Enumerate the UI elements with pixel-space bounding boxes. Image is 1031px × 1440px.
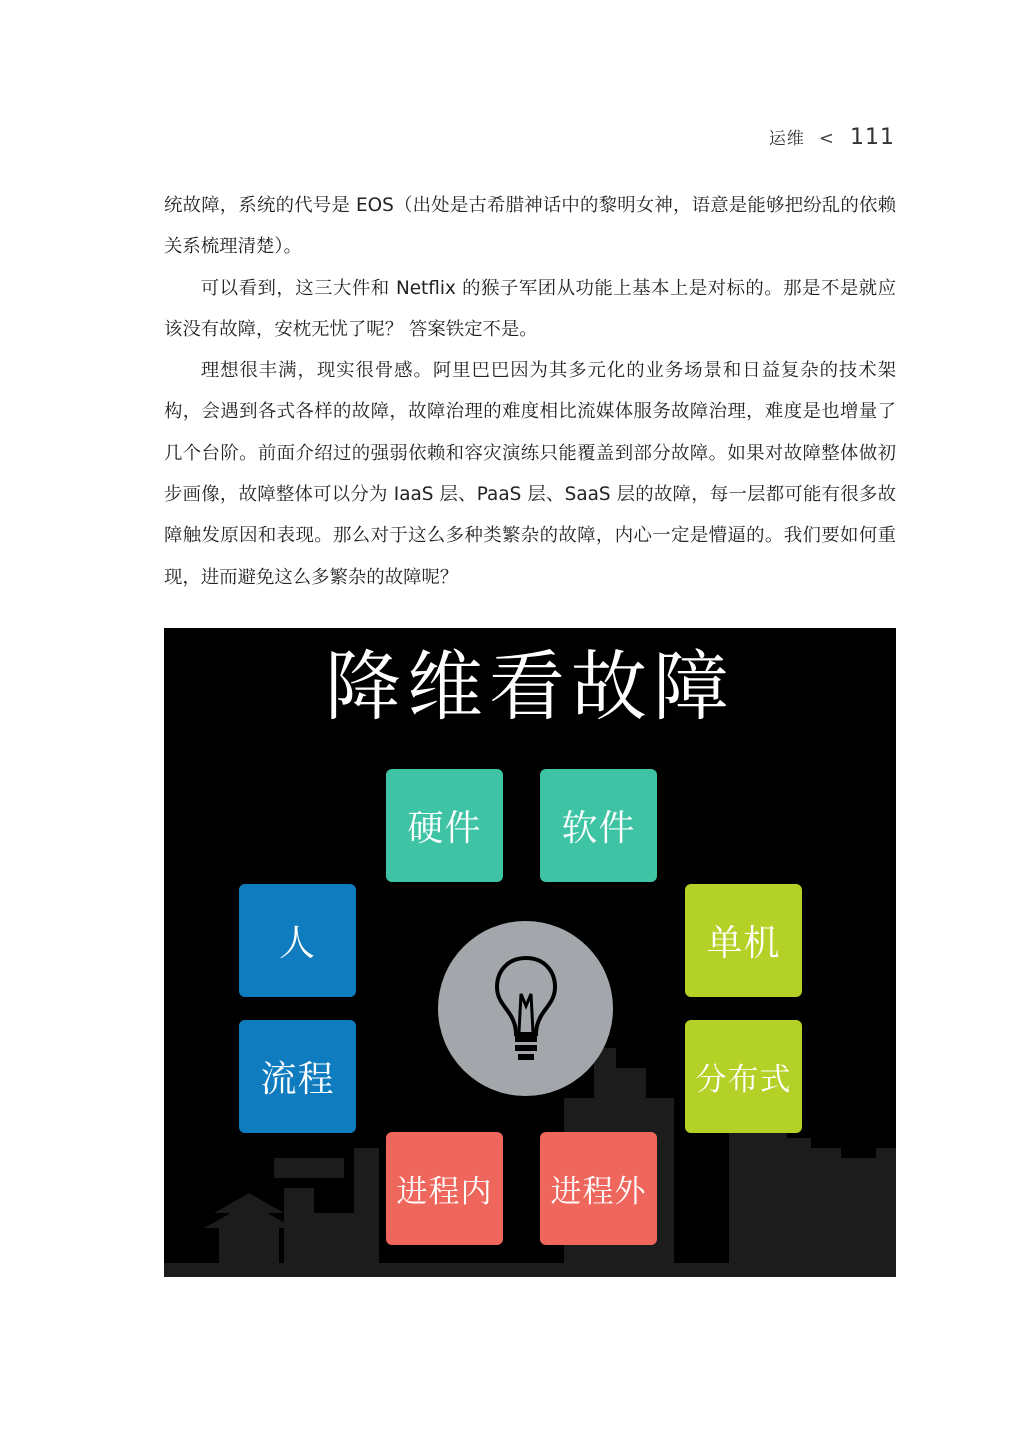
tile-process: 流程 [239,1020,356,1133]
tile-hardware: 硬件 [386,769,503,882]
running-section-title: 运维 [768,129,805,149]
paragraph: 可以看到，这三大件和 Netflix 的猴子军团从功能上基本上是对标的。那是不是就应该没有故障，安枕无忧了呢？ 答案铁定不是。 [164,277,896,340]
header-separator: < [818,128,834,149]
tile-software: 软件 [540,769,657,882]
body-text [164,185,896,598]
tile-people: 人 [239,884,356,997]
tile-out-process: 进程外 [540,1132,657,1245]
paragraph: 统故障，系统的代号是 EOS（出处是古希腊神话中的黎明女神，语意是能够把纷乱的依赖关系梳理清楚）。 [164,195,896,258]
page-header [769,124,895,150]
tile-in-process: 进程内 [386,1132,503,1245]
paragraph: 理想很丰满，现实很骨感。阿里巴巴因为其多元化的业务场景和日益复杂的技术架构，会遇到各式各样的故障，故障治理的难度相比流媒体服务故障治理，难度是也增量了几个台阶。前面介绍过的强弱依赖和容灾演练只能覆盖到部分故障。如果对故障整体做初步画像，故障整体可以分为 IaaS 层、PaaS 层、SaaS 层的故障，每一层都可能有很多故障触发原因和表现。那么对于这么多种类繁杂的故障，内心一定是懵逼的。我们要如何重现，进而避免这么多繁杂的故障呢？ [164,360,896,588]
figure-title: 降维看故障 [325,642,735,731]
tile-single-machine: 单机 [685,884,802,997]
tile-distributed: 分布式 [685,1020,802,1133]
center-circle [438,921,613,1096]
lightbulb-icon [491,954,561,1064]
page-number: 111 [850,125,895,150]
fault-dimension-figure [164,628,896,1277]
